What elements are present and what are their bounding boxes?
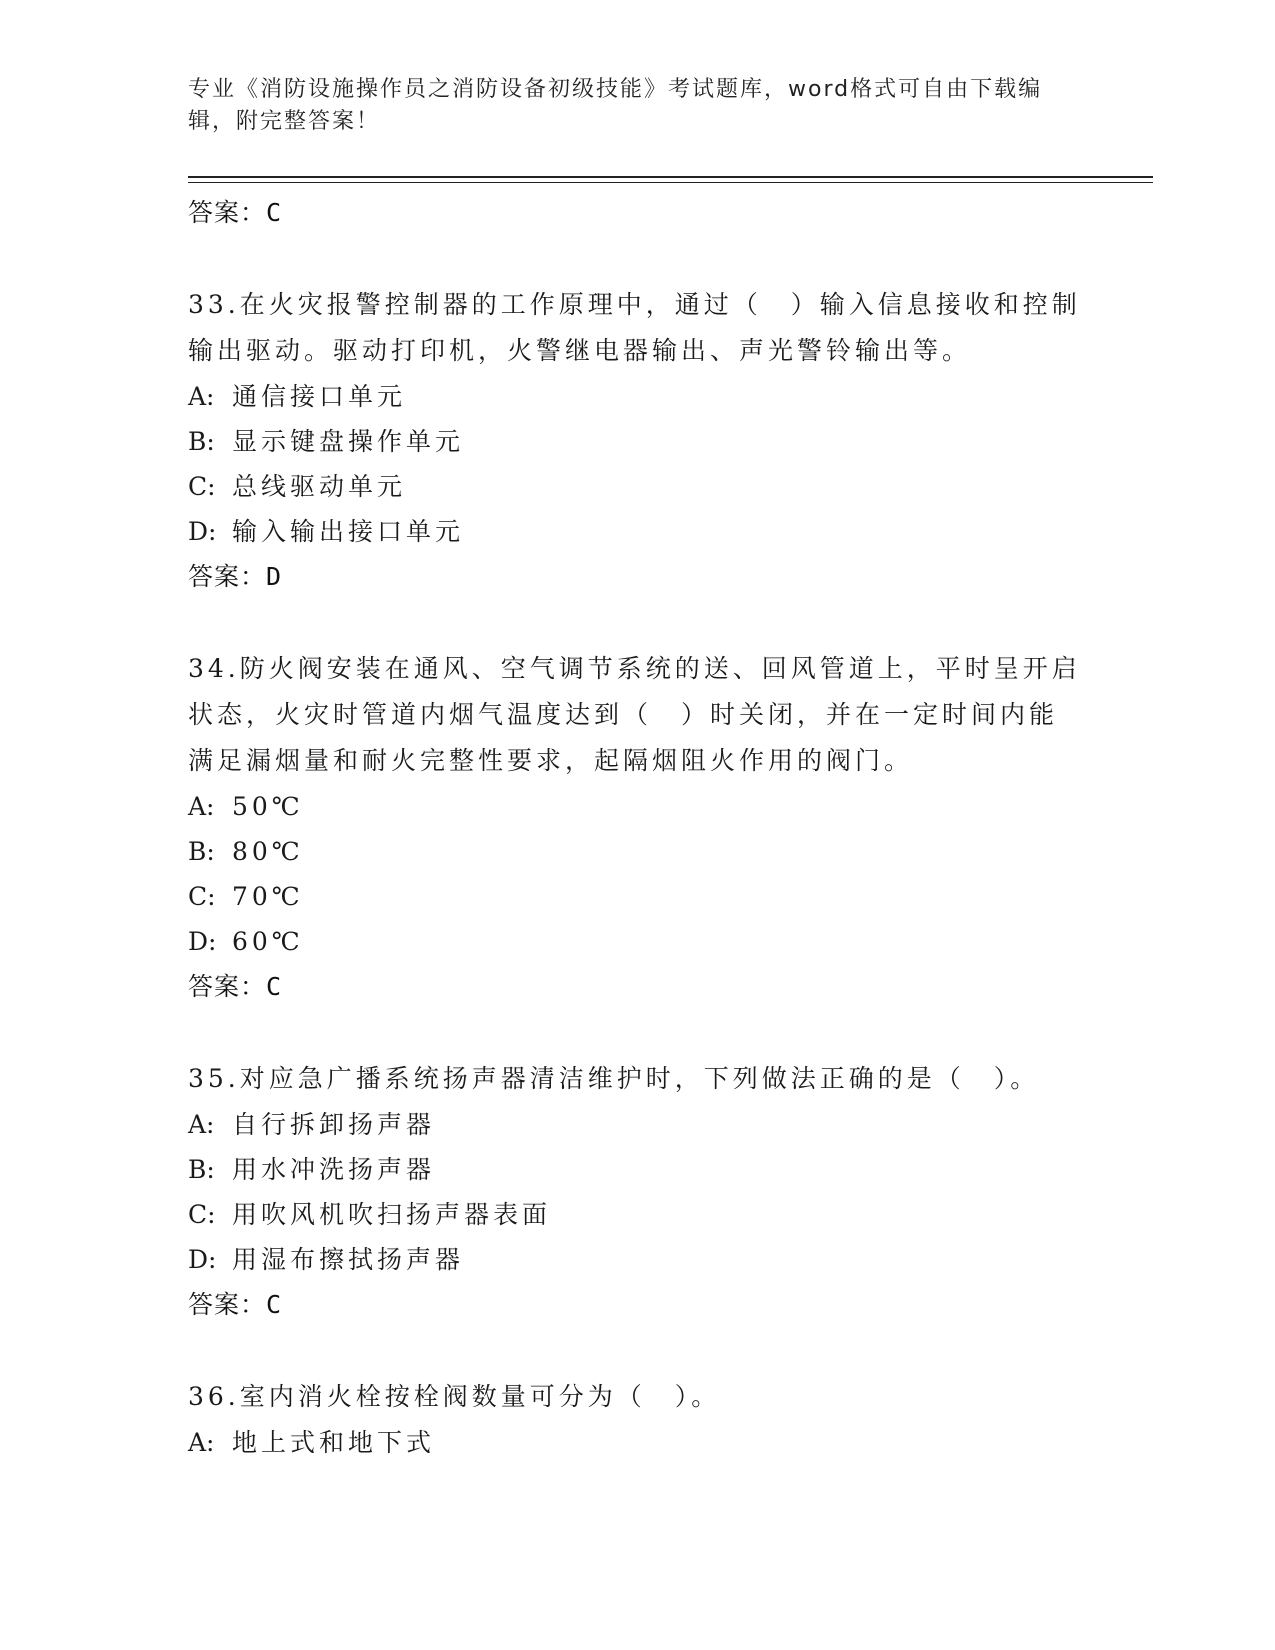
option-a (188, 1102, 1088, 1147)
header-rule-thin (188, 182, 1153, 183)
option-text: 地上式和地下式 (232, 1428, 436, 1457)
option-text: 60℃ (232, 927, 304, 956)
option-letter: A: (188, 792, 215, 821)
option-c (188, 874, 1088, 919)
header-rule (188, 176, 1153, 178)
option-text: 总线驱动单元 (232, 472, 407, 501)
option-letter: C: (188, 472, 216, 501)
question-35 (188, 1056, 1088, 1328)
option-letter: A: (188, 1428, 215, 1457)
answer-value: C (266, 198, 283, 227)
option-a (188, 374, 1088, 419)
answer-label: 答案： (188, 1290, 267, 1319)
option-text: 输入输出接口单元 (232, 517, 465, 546)
option-b (188, 829, 1088, 874)
answer-label: 答案： (188, 972, 267, 1001)
header-line-2: 辑，附完整答案！ (188, 109, 381, 134)
answer-label: 答案： (188, 198, 267, 227)
option-letter: D: (188, 517, 217, 546)
option-b (188, 419, 1088, 464)
question-text-line: 满足漏烟量和耐火完整性要求，起隔烟阻火作用的阀门。 (188, 746, 914, 775)
option-text: 显示键盘操作单元 (232, 427, 465, 456)
option-text: 通信接口单元 (232, 382, 407, 411)
option-text: 用吹风机吹扫扬声器表面 (232, 1200, 552, 1229)
option-text: 用水冲洗扬声器 (232, 1155, 436, 1184)
option-d (188, 509, 1088, 554)
option-letter: C: (188, 1200, 216, 1229)
question-34 (188, 646, 1088, 1010)
option-text: 80℃ (232, 837, 304, 866)
option-letter: B: (188, 837, 215, 866)
option-text: 自行拆卸扬声器 (232, 1110, 436, 1139)
option-c (188, 1192, 1088, 1237)
option-letter: D: (188, 1245, 217, 1274)
page-header (188, 74, 1068, 138)
option-letter: B: (188, 1155, 215, 1184)
answer-value: C (266, 972, 283, 1001)
option-letter: A: (188, 1110, 215, 1139)
answer-line (188, 1282, 1088, 1328)
option-letter: D: (188, 927, 217, 956)
option-text: 用湿布擦拭扬声器 (232, 1245, 465, 1274)
option-text: 50℃ (232, 792, 304, 821)
option-text: 70℃ (232, 882, 304, 911)
option-a (188, 1420, 1088, 1465)
question-text-line: 输出驱动。驱动打印机，火警继电器输出、声光警铃输出等。 (188, 336, 972, 365)
option-letter: C: (188, 882, 216, 911)
answer-label: 答案： (188, 562, 267, 591)
answer-value: D (266, 562, 283, 591)
option-d (188, 1237, 1088, 1282)
option-b (188, 1147, 1088, 1192)
option-a (188, 784, 1088, 829)
question-text-line: 34.防火阀安装在通风、空气调节系统的送、回风管道上，平时呈开启 (188, 654, 1081, 683)
header-line-1: 专业《消防设施操作员之消防设备初级技能》考试题库，word格式可自由下载编 (188, 77, 1043, 102)
question-list (188, 190, 1088, 1465)
answer-line (188, 964, 1088, 1010)
option-letter: A: (188, 382, 215, 411)
option-letter: B: (188, 427, 215, 456)
answer-line (188, 554, 1088, 600)
question-text-line: 36.室内消火栓按栓阀数量可分为（ ）。 (188, 1382, 721, 1411)
option-c (188, 464, 1088, 509)
question-33 (188, 282, 1088, 600)
question-text-line: 33.在火灾报警控制器的工作原理中，通过（ ）输入信息接收和控制 (188, 290, 1081, 319)
answer-value: C (266, 1290, 283, 1319)
question-text-line: 35.对应急广播系统扬声器清洁维护时，下列做法正确的是（ ）。 (188, 1064, 1040, 1093)
option-d (188, 919, 1088, 964)
question-text-line: 状态，火灾时管道内烟气温度达到（ ）时关闭，并在一定时间内能 (188, 700, 1059, 729)
question-36 (188, 1374, 1088, 1465)
answer-line (188, 190, 1088, 236)
